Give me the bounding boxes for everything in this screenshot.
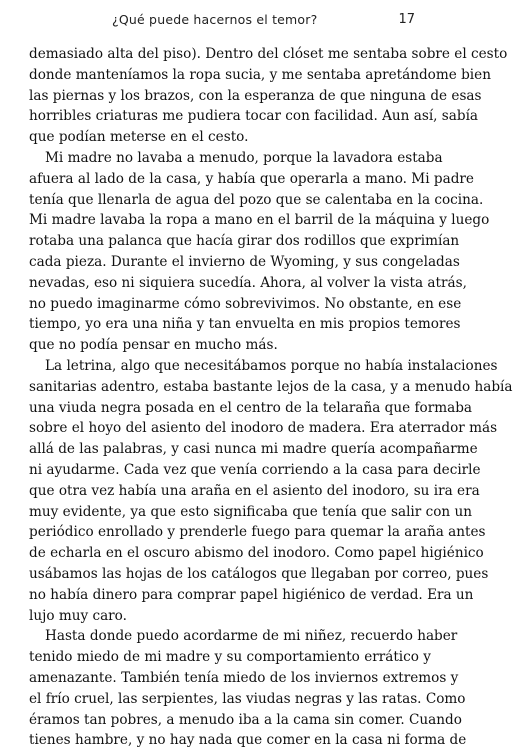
text-line: que no podía pensar en mucho más.	[29, 337, 278, 354]
text-line: Mi madre no lavaba a menudo, porque la lavadora estaba	[45, 149, 443, 166]
text-line: usábamos las hojas de los catálogos que llegaban por correo, pues	[29, 565, 489, 582]
text-line: Hasta donde puedo acordarme de mi niñez, recuerdo haber	[45, 628, 458, 645]
text-line: sobre el hoyo del asiento del inodoro de madera. Era aterrador más	[29, 420, 498, 437]
text-line: horribles criaturas me pudiera tocar con facilidad. Aun así, sabía	[29, 108, 479, 125]
text-line: tenía que llenarla de agua del pozo que se calentaba en la cocina.	[29, 191, 484, 208]
text-line: sanitarias adentro, estaba bastante lejos de la casa, y a menudo había	[29, 378, 513, 395]
text-line: cada pieza. Durante el invierno de Wyoming, y sus congeladas	[29, 253, 460, 270]
text-line: Mi madre lavaba la ropa a mano en el barril de la máquina y luego	[29, 212, 490, 229]
text-line: amenazante. También tenía miedo de los inviernos extremos y	[29, 669, 459, 686]
page-number: 17	[398, 12, 415, 27]
text-line: una viuda negra posada en el centro de la telaraña que formaba	[29, 399, 472, 416]
text-line: afuera al lado de la casa, y había que operarla a mano. Mi padre	[29, 170, 474, 187]
running-header	[0, 12, 465, 32]
text-line: rotaba una palanca que hacía girar dos rodillos que exprimían	[29, 233, 460, 250]
text-line: de echarla en el oscuro abismo del inodoro. Como papel higiénico	[29, 545, 484, 562]
paragraph	[29, 148, 490, 356]
text-line: tenido miedo de mi madre y su comportamiento errático y	[29, 649, 431, 666]
paragraph	[29, 356, 513, 626]
text-line: muy evidente, ya que esto significaba que tenía que salir con un	[29, 503, 472, 520]
text-line: allá de las palabras, y casi nunca mi madre quería acompañarme	[29, 441, 478, 458]
text-line: que podían meterse en el cesto.	[29, 129, 249, 146]
text-line: nevadas, eso ni siquiera sucedía. Ahora, al volver la vista atrás,	[29, 274, 467, 291]
text-line: que otra vez había una araña en el asiento del inodoro, su ira era	[29, 482, 480, 499]
text-line: lujo muy caro.	[29, 607, 127, 624]
text-line: no puedo imaginarme cómo sobrevivimos. No obstante, en ese	[29, 295, 462, 312]
text-line: éramos tan pobres, a menudo iba a la cama sin comer. Cuando	[29, 711, 462, 728]
text-line: tienes hambre, y no hay nada que comer en la casa ni forma de	[29, 732, 467, 749]
text-line: periódico enrollado y prenderle fuego para quemar la araña antes	[29, 524, 486, 541]
text-line: tiempo, yo era una niña y tan envuelta en mis propios temores	[29, 316, 461, 333]
body-text	[29, 44, 513, 751]
text-line: no había dinero para comprar papel higiénico de verdad. Era un	[29, 586, 474, 603]
text-line: demasiado alta del piso). Dentro del clóset me sentaba sobre el cesto	[29, 46, 508, 62]
text-line: las piernas y los brazos, con la esperanza de que ninguna de esas	[29, 87, 482, 104]
text-line: La letrina, algo que necesitábamos porque no había instalaciones	[45, 357, 498, 374]
text-line: donde manteníamos la ropa sucia, y me sentaba apretándome bien	[29, 66, 491, 83]
paragraph	[29, 44, 508, 148]
running-title: ¿Qué puede hacernos el temor?	[112, 12, 318, 27]
text-line: ni ayudarme. Cada vez que venía corriendo a la casa para decirle	[29, 461, 481, 478]
paragraph	[29, 626, 467, 751]
text-line: el frío cruel, las serpientes, las viudas negras y las ratas. Como	[29, 690, 466, 707]
